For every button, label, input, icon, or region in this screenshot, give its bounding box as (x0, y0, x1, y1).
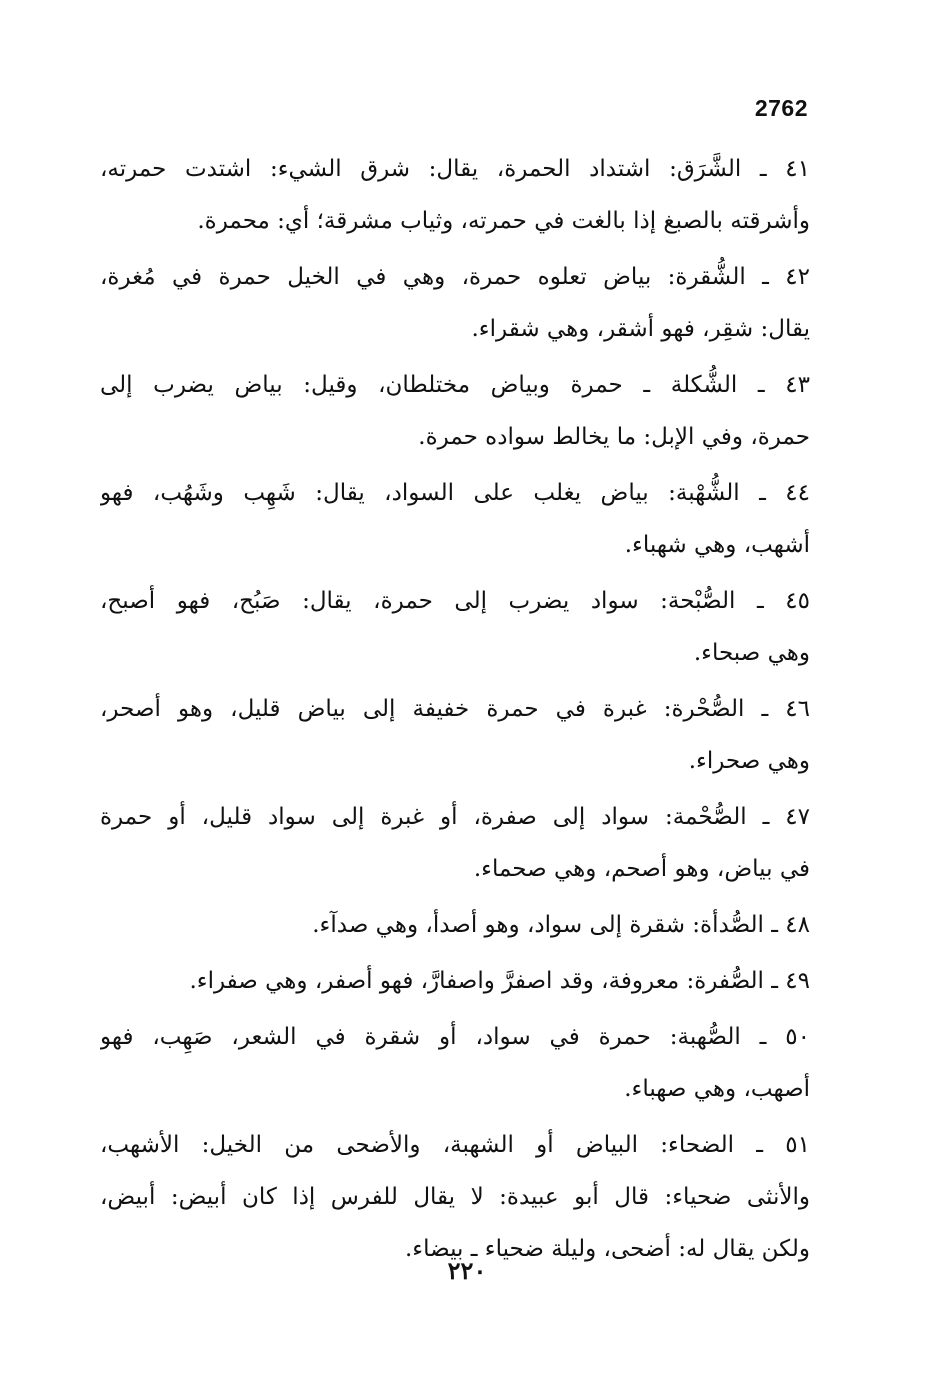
entry-49 (100, 955, 810, 1007)
entry-line: ٤٨ ـ الصُّدأة: شقرة إلى سواد، وهو أصدأ، وهي صدآء. (312, 912, 810, 938)
entry-line: حمرة، وفي الإبل: ما يخالط سواده حمرة. (418, 424, 810, 450)
entry-41 (100, 143, 810, 247)
entry-43 (100, 359, 810, 463)
page-number: ٢٢٠ (447, 1256, 487, 1285)
entry-45 (100, 575, 810, 679)
entry-line: ٥١ ـ الضحاء: البياض أو الشهبة، والأضحى من الخيل: الأشهب، (100, 1132, 810, 1158)
entry-51 (100, 1119, 810, 1275)
entry-line: وهي صحراء. (688, 748, 810, 774)
entry-line: ٥٠ ـ الصُّهبة: حمرة في سواد، أو شقرة في الشعر، صَهِب، فهو (100, 1024, 810, 1050)
entry-46 (100, 683, 810, 787)
page-id: 2762 (754, 95, 808, 121)
entry-line: وهي صبحاء. (693, 640, 810, 666)
entry-line: أشهب، وهي شهباء. (624, 532, 810, 558)
entry-line: ولكن يقال له: أضحى، وليلة ضحياء ـ بيضاء. (404, 1236, 810, 1262)
entry-line: والأنثى ضحياء: قال أبو عبيدة: لا يقال للفرس إذا كان أبيض: أبيض، (100, 1184, 810, 1210)
entry-line: ٤٤ ـ الشُّهْبة: بياض يغلب على السواد، يقال: شَهِب وشَهُب، فهو (100, 480, 810, 506)
entry-line: ٤٢ ـ الشُّقرة: بياض تعلوه حمرة، وهي في الخيل حمرة في مُغرة، (100, 264, 810, 290)
entry-line: ٤٧ ـ الصُّحْمة: سواد إلى صفرة، أو غبرة إلى سواد قليل، أو حمرة (100, 804, 810, 830)
entry-line: في بياض، وهو أصحم، وهي صحماء. (473, 856, 810, 882)
entry-line: ٤٥ ـ الصُّبْحة: سواد يضرب إلى حمرة، يقال: صَبُح، فهو أصبح، (100, 588, 810, 614)
entry-line: أصهب، وهي صهباء. (624, 1076, 810, 1102)
entry-line: وأشرقته بالصبغ إذا بالغت في حمرته، وثياب مشرقة؛ أي: محمرة. (197, 208, 810, 234)
entry-line: يقال: شقِر، فهو أشقر، وهي شقراء. (471, 316, 810, 342)
entry-48 (100, 899, 810, 951)
entry-line: ٤٩ ـ الصُّفرة: معروفة، وقد اصفرَّ واصفارَّ، فهو أصفر، وهي صفراء. (189, 968, 810, 994)
entry-47 (100, 791, 810, 895)
entry-50 (100, 1011, 810, 1115)
entry-line: ٤١ ـ الشَّرَق: اشتداد الحمرة، يقال: شرق الشيء: اشتدت حمرته، (100, 156, 810, 182)
entries-list (100, 143, 810, 1279)
entry-44 (100, 467, 810, 571)
entry-line: ٤٦ ـ الصُّحْرة: غبرة في حمرة خفيفة إلى بياض قليل، وهو أصحر، (100, 696, 810, 722)
entry-line: ٤٣ ـ الشُّكلة ـ حمرة وبياض مختلطان، وقيل: بياض يضرب إلى (100, 372, 810, 398)
entry-42 (100, 251, 810, 355)
